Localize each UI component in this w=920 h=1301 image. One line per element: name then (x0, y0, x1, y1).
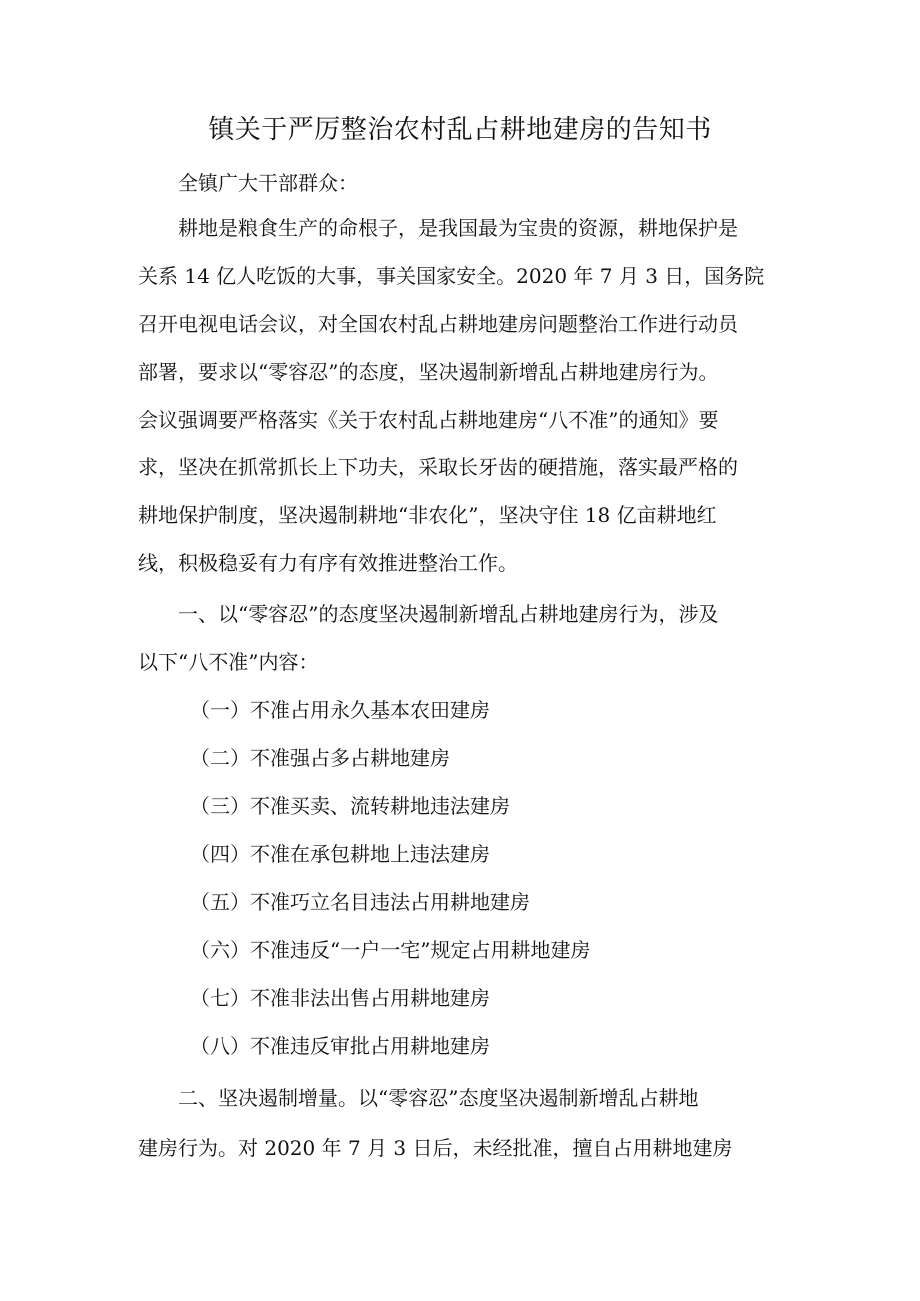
intro-line: 召开电视电话会议，对全国农村乱占耕地建房问题整治工作进行动员 (138, 312, 738, 336)
section-heading-1-cont: 以下“八不准”内容： (138, 650, 319, 674)
section-heading-2: 二、坚决遏制增量。以“零容忍”态度坚决遏制新增乱占耕地 (178, 1086, 699, 1110)
list-item: （四）不准在承包耕地上违法建房 (190, 842, 490, 866)
intro-line: 线，积极稳妥有力有序有效推进整治工作。 (138, 551, 518, 575)
list-item: （二）不准强占多占耕地建房 (190, 746, 450, 770)
intro-line: 会议强调要严格落实《关于农村乱占耕地建房“八不准”的通知》要 (138, 408, 719, 432)
document-title: 镇关于严厉整治农村乱占耕地建房的告知书 (208, 115, 712, 145)
intro-line: 耕地是粮食生产的命根子，是我国最为宝贵的资源，耕地保护是 (178, 216, 738, 240)
list-item: （八）不准违反审批占用耕地建房 (190, 1034, 490, 1058)
section-heading-1: 一、以“零容忍”的态度坚决遏制新增乱占耕地建房行为，涉及 (178, 602, 719, 626)
intro-line: 求，坚决在抓常抓长上下功夫，采取长牙齿的硬措施，落实最严格的 (138, 455, 738, 479)
intro-line: 耕地保护制度，坚决遏制耕地“非农化”，坚决守住 18 亿亩耕地红 (138, 503, 717, 527)
list-item: （一）不准占用永久基本农田建房 (190, 698, 490, 722)
list-item: （七）不准非法出售占用耕地建房 (190, 986, 490, 1010)
list-item: （三）不准买卖、流转耕地违法建房 (190, 794, 510, 818)
salutation: 全镇广大干部群众： (178, 171, 358, 195)
list-item: （五）不准巧立名目违法占用耕地建房 (190, 890, 530, 914)
intro-line: 关系 14 亿人吃饭的大事，事关国家安全。2020 年 7 月 3 日，国务院 (138, 264, 765, 288)
intro-line: 部署，要求以“零容忍”的态度，坚决遏制新增乱占耕地建房行为。 (138, 360, 719, 384)
list-item: （六）不准违反“一户一宅”规定占用耕地建房 (190, 938, 591, 962)
section-2-line: 建房行为。对 2020 年 7 月 3 日后，未经批准，擅自占用耕地建房 (138, 1136, 733, 1160)
